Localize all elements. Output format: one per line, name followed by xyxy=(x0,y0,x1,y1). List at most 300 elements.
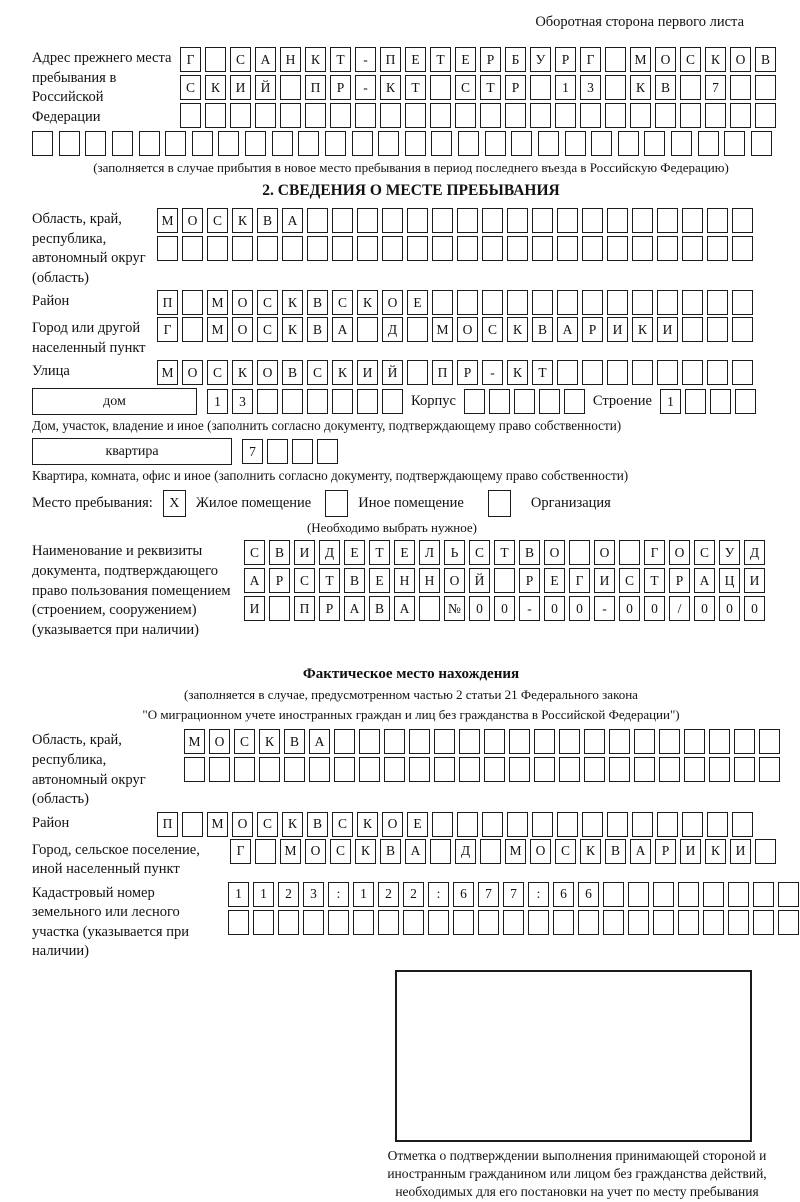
char-cell xyxy=(182,317,203,342)
char-cell: А xyxy=(694,568,715,593)
char-cell: С xyxy=(694,540,715,565)
char-cell: В xyxy=(605,839,626,864)
char-cell: О xyxy=(544,540,565,565)
char-cell xyxy=(32,131,53,156)
fact-district-block xyxy=(32,812,790,837)
char-cell xyxy=(607,812,628,837)
char-cell: О xyxy=(182,208,203,233)
char-cell: В xyxy=(755,47,776,72)
char-cell: В xyxy=(307,290,328,315)
house-number-cells xyxy=(207,389,403,414)
fact-region-block xyxy=(32,729,790,809)
char-cell: Е xyxy=(544,568,565,593)
char-cell xyxy=(480,103,501,128)
char-cell: Р xyxy=(555,47,576,72)
char-cell: В xyxy=(257,208,278,233)
char-cell xyxy=(482,208,503,233)
char-cell: С xyxy=(234,729,255,754)
char-cell xyxy=(484,729,505,754)
stay-type-row xyxy=(32,490,790,517)
char-cell: 3 xyxy=(303,882,324,907)
char-cell xyxy=(278,910,299,935)
char-cell xyxy=(559,729,580,754)
char-cell: Е xyxy=(405,47,426,72)
char-cell xyxy=(605,47,626,72)
char-cell: Ь xyxy=(444,540,465,565)
char-cell xyxy=(557,290,578,315)
char-cell xyxy=(657,236,678,261)
char-cell xyxy=(384,757,405,782)
char-cell xyxy=(730,75,751,100)
char-cell xyxy=(305,103,326,128)
char-cell: К xyxy=(580,839,601,864)
char-cell xyxy=(352,131,373,156)
char-cell xyxy=(709,757,730,782)
char-cell: Е xyxy=(394,540,415,565)
char-cell: Т xyxy=(369,540,390,565)
apartment-box-label: квартира xyxy=(32,438,232,465)
char-cell xyxy=(207,236,228,261)
char-cell: С xyxy=(244,540,265,565)
char-cell xyxy=(59,131,80,156)
char-cell xyxy=(671,131,692,156)
char-cell xyxy=(580,103,601,128)
char-cell: С xyxy=(230,47,251,72)
char-cell xyxy=(557,812,578,837)
char-cell: К xyxy=(507,317,528,342)
apartment-number-cells xyxy=(242,439,338,464)
char-cell: 0 xyxy=(694,596,715,621)
char-cell xyxy=(682,236,703,261)
char-cell: О xyxy=(182,360,203,385)
char-cell xyxy=(255,839,276,864)
char-cell xyxy=(407,208,428,233)
char-cell xyxy=(657,290,678,315)
house-note: Дом, участок, владение и иное (заполнить согласно документу, подтверждающему право собственности) xyxy=(32,418,622,434)
char-cell: 7 xyxy=(242,439,263,464)
stroenie-label: Строение xyxy=(592,393,652,410)
char-cell: 0 xyxy=(619,596,640,621)
char-cell: О xyxy=(232,317,253,342)
char-cell xyxy=(603,910,624,935)
char-cell: П xyxy=(380,47,401,72)
char-cell: 3 xyxy=(232,389,253,414)
char-cell: М xyxy=(630,47,651,72)
char-cell xyxy=(707,236,728,261)
char-cell xyxy=(253,910,274,935)
char-cell xyxy=(707,360,728,385)
char-cell xyxy=(430,75,451,100)
char-cell: Г xyxy=(230,839,251,864)
char-cell xyxy=(359,729,380,754)
char-cell xyxy=(655,103,676,128)
char-cell: М xyxy=(207,290,228,315)
char-cell xyxy=(455,103,476,128)
char-cell: Г xyxy=(644,540,665,565)
char-cell: У xyxy=(530,47,551,72)
char-cell xyxy=(228,910,249,935)
char-cell: 0 xyxy=(719,596,740,621)
char-cell: 1 xyxy=(555,75,576,100)
char-cell: С xyxy=(257,812,278,837)
char-cell: : xyxy=(528,882,549,907)
char-cell xyxy=(634,757,655,782)
char-cell xyxy=(484,757,505,782)
char-cell xyxy=(565,131,586,156)
fact-district-label: Район xyxy=(32,814,70,831)
char-cell: 0 xyxy=(494,596,515,621)
char-cell xyxy=(659,729,680,754)
char-cell xyxy=(409,729,430,754)
char-cell xyxy=(192,131,213,156)
fact-city-label: Город, сельское поселение, иной населенный пункт xyxy=(32,841,200,878)
char-cell xyxy=(428,910,449,935)
char-cell xyxy=(357,208,378,233)
fact-region-row-1 xyxy=(184,729,780,754)
char-cell xyxy=(709,729,730,754)
char-cell: 1 xyxy=(660,389,681,414)
char-cell xyxy=(682,317,703,342)
char-cell: 2 xyxy=(278,882,299,907)
char-cell xyxy=(403,910,424,935)
char-cell: Г xyxy=(569,568,590,593)
char-cell xyxy=(557,208,578,233)
char-cell: В xyxy=(307,812,328,837)
char-cell xyxy=(464,389,485,414)
char-cell: Е xyxy=(455,47,476,72)
char-cell xyxy=(730,103,751,128)
char-cell xyxy=(380,103,401,128)
char-cell xyxy=(328,910,349,935)
char-cell xyxy=(755,839,776,864)
char-cell xyxy=(707,812,728,837)
char-cell xyxy=(482,236,503,261)
char-cell xyxy=(609,757,630,782)
char-cell xyxy=(330,103,351,128)
char-cell: М xyxy=(505,839,526,864)
region-block xyxy=(32,208,790,288)
char-cell xyxy=(653,882,674,907)
char-cell: К xyxy=(632,317,653,342)
char-cell: С xyxy=(482,317,503,342)
char-cell: Т xyxy=(532,360,553,385)
char-cell xyxy=(180,103,201,128)
char-cell xyxy=(205,47,226,72)
char-cell xyxy=(630,103,651,128)
region-row-1 xyxy=(157,208,753,233)
char-cell: Т xyxy=(494,540,515,565)
char-cell xyxy=(609,729,630,754)
char-cell xyxy=(644,131,665,156)
char-cell xyxy=(759,757,780,782)
cadastre-row-1 xyxy=(228,882,799,907)
char-cell xyxy=(507,236,528,261)
char-cell xyxy=(582,360,603,385)
char-cell: У xyxy=(719,540,740,565)
char-cell: Е xyxy=(407,290,428,315)
char-cell: К xyxy=(282,317,303,342)
char-cell xyxy=(532,812,553,837)
char-cell xyxy=(732,360,753,385)
char-cell: С xyxy=(555,839,576,864)
char-cell: В xyxy=(532,317,553,342)
house-box-label: дом xyxy=(32,388,197,415)
char-cell xyxy=(298,131,319,156)
char-cell xyxy=(430,103,451,128)
char-cell xyxy=(507,208,528,233)
char-cell: А xyxy=(332,317,353,342)
char-cell: К xyxy=(232,208,253,233)
cadastre-row-2 xyxy=(228,910,799,935)
char-cell: 7 xyxy=(478,882,499,907)
char-cell xyxy=(378,131,399,156)
fact-region-label: Область, край, республика, автономный округ (область) xyxy=(32,732,146,808)
char-cell xyxy=(353,910,374,935)
char-cell: Н xyxy=(280,47,301,72)
char-cell: В xyxy=(344,568,365,593)
stamp-box xyxy=(395,970,752,1142)
char-cell: С xyxy=(469,540,490,565)
fact-city-row xyxy=(230,839,776,864)
char-cell xyxy=(507,812,528,837)
char-cell xyxy=(407,360,428,385)
char-cell xyxy=(680,75,701,100)
char-cell xyxy=(507,290,528,315)
char-cell xyxy=(732,290,753,315)
char-cell: С xyxy=(294,568,315,593)
prev-address-row-3 xyxy=(180,103,776,128)
char-cell: М xyxy=(157,208,178,233)
char-cell: О xyxy=(730,47,751,72)
char-cell xyxy=(530,75,551,100)
char-cell xyxy=(457,290,478,315)
stroenie-cells xyxy=(660,389,756,414)
char-cell xyxy=(705,103,726,128)
char-cell: О xyxy=(457,317,478,342)
char-cell: Р xyxy=(480,47,501,72)
char-cell: Т xyxy=(430,47,451,72)
char-cell: М xyxy=(432,317,453,342)
char-cell xyxy=(578,910,599,935)
char-cell: / xyxy=(669,596,690,621)
char-cell xyxy=(482,812,503,837)
char-cell: С xyxy=(307,360,328,385)
char-cell: Р xyxy=(505,75,526,100)
city-label: Город или другой населенный пункт xyxy=(32,320,146,356)
char-cell: О xyxy=(655,47,676,72)
char-cell: С xyxy=(332,290,353,315)
char-cell xyxy=(357,236,378,261)
char-cell: 1 xyxy=(207,389,228,414)
char-cell xyxy=(325,131,346,156)
char-cell: М xyxy=(207,812,228,837)
char-cell: О xyxy=(669,540,690,565)
char-cell xyxy=(432,290,453,315)
title-document-label: Наименование и реквизиты документа, подтверждающего право пользования помещением (строением, сооружением) (указывается при наличии) xyxy=(32,543,231,638)
char-cell: Г xyxy=(180,47,201,72)
char-cell xyxy=(205,103,226,128)
char-cell: Р xyxy=(669,568,690,593)
char-cell xyxy=(607,360,628,385)
char-cell xyxy=(357,317,378,342)
char-cell: О xyxy=(594,540,615,565)
char-cell xyxy=(582,236,603,261)
char-cell: - xyxy=(482,360,503,385)
char-cell xyxy=(591,131,612,156)
char-cell xyxy=(684,757,705,782)
char-cell: Н xyxy=(419,568,440,593)
stay-type-note: (Необходимо выбрать нужное) xyxy=(306,520,478,536)
char-cell xyxy=(432,208,453,233)
char-cell: И xyxy=(244,596,265,621)
char-cell: С xyxy=(455,75,476,100)
char-cell: И xyxy=(230,75,251,100)
cadastre-block xyxy=(32,882,790,962)
char-cell: С xyxy=(207,360,228,385)
char-cell xyxy=(582,290,603,315)
char-cell xyxy=(139,131,160,156)
char-cell: 7 xyxy=(503,882,524,907)
char-cell xyxy=(284,757,305,782)
char-cell: Л xyxy=(419,540,440,565)
region-label: Область, край, республика, автономный округ (область) xyxy=(32,211,146,286)
char-cell: Т xyxy=(644,568,665,593)
char-cell: Р xyxy=(269,568,290,593)
char-cell xyxy=(778,882,799,907)
char-cell xyxy=(309,757,330,782)
char-cell xyxy=(682,290,703,315)
char-cell xyxy=(569,540,590,565)
char-cell xyxy=(332,389,353,414)
char-cell xyxy=(605,103,626,128)
char-cell: Р xyxy=(457,360,478,385)
char-cell: А xyxy=(630,839,651,864)
fact-district-row xyxy=(157,812,753,837)
char-cell xyxy=(245,131,266,156)
char-cell: Т xyxy=(330,47,351,72)
char-cell: А xyxy=(405,839,426,864)
char-cell: К xyxy=(507,360,528,385)
char-cell xyxy=(707,290,728,315)
char-cell: А xyxy=(244,568,265,593)
char-cell xyxy=(607,290,628,315)
char-cell: Т xyxy=(480,75,501,100)
char-cell: № xyxy=(444,596,465,621)
char-cell: П xyxy=(432,360,453,385)
char-cell: Е xyxy=(369,568,390,593)
char-cell xyxy=(735,389,756,414)
char-cell: И xyxy=(730,839,751,864)
char-cell xyxy=(382,236,403,261)
char-cell: Б xyxy=(505,47,526,72)
char-cell xyxy=(732,812,753,837)
char-cell xyxy=(703,882,724,907)
char-cell xyxy=(557,360,578,385)
char-cell xyxy=(407,236,428,261)
char-cell xyxy=(628,910,649,935)
char-cell: А xyxy=(255,47,276,72)
title-document-row-2 xyxy=(244,568,765,593)
char-cell xyxy=(728,882,749,907)
char-cell xyxy=(292,439,313,464)
char-cell xyxy=(282,236,303,261)
char-cell xyxy=(653,910,674,935)
char-cell: К xyxy=(332,360,353,385)
char-cell: Д xyxy=(744,540,765,565)
char-cell xyxy=(255,103,276,128)
char-cell xyxy=(657,208,678,233)
prev-address-note: (заполняется в случае прибытия в новое место пребывания в период последнего въезда в Российскую Федерацию) xyxy=(93,160,729,175)
char-cell xyxy=(378,910,399,935)
char-cell xyxy=(680,103,701,128)
char-cell xyxy=(734,729,755,754)
char-cell xyxy=(480,839,501,864)
checkbox-residential: X xyxy=(163,490,186,517)
char-cell xyxy=(494,568,515,593)
char-cell xyxy=(534,757,555,782)
char-cell: В xyxy=(284,729,305,754)
char-cell: Д xyxy=(382,317,403,342)
char-cell xyxy=(355,103,376,128)
char-cell: К xyxy=(630,75,651,100)
char-cell xyxy=(234,757,255,782)
char-cell xyxy=(511,131,532,156)
char-cell: К xyxy=(705,839,726,864)
char-cell: 0 xyxy=(644,596,665,621)
char-cell xyxy=(732,317,753,342)
char-cell: И xyxy=(607,317,628,342)
char-cell: С xyxy=(257,290,278,315)
char-cell: А xyxy=(309,729,330,754)
title-document-block xyxy=(32,540,790,658)
char-cell xyxy=(534,729,555,754)
char-cell xyxy=(405,131,426,156)
char-cell xyxy=(619,540,640,565)
char-cell: 3 xyxy=(580,75,601,100)
char-cell xyxy=(317,439,338,464)
char-cell xyxy=(607,236,628,261)
char-cell: 2 xyxy=(403,882,424,907)
char-cell xyxy=(457,208,478,233)
stay-type-label: Место пребывания: xyxy=(32,495,153,512)
char-cell xyxy=(632,236,653,261)
char-cell xyxy=(582,812,603,837)
char-cell: Т xyxy=(405,75,426,100)
char-cell xyxy=(628,882,649,907)
char-cell xyxy=(434,757,455,782)
char-cell xyxy=(458,131,479,156)
char-cell xyxy=(382,208,403,233)
char-cell xyxy=(182,290,203,315)
char-cell xyxy=(419,596,440,621)
char-cell xyxy=(584,757,605,782)
char-cell: Ц xyxy=(719,568,740,593)
char-cell xyxy=(269,596,290,621)
stamp-caption: Отметка о подтверждении выполнения принимающей стороной и иностранным гражданином или лицом без гражданства действий, необходимых для его постановки на учет по месту пребывания xyxy=(387,1148,767,1200)
char-cell xyxy=(684,729,705,754)
char-cell xyxy=(607,208,628,233)
char-cell xyxy=(431,131,452,156)
char-cell xyxy=(557,236,578,261)
char-cell xyxy=(209,757,230,782)
char-cell xyxy=(257,236,278,261)
option-residential-label: Жилое помещение xyxy=(195,495,312,512)
char-cell xyxy=(307,208,328,233)
char-cell xyxy=(232,236,253,261)
char-cell: В xyxy=(269,540,290,565)
char-cell: О xyxy=(382,812,403,837)
char-cell xyxy=(682,360,703,385)
